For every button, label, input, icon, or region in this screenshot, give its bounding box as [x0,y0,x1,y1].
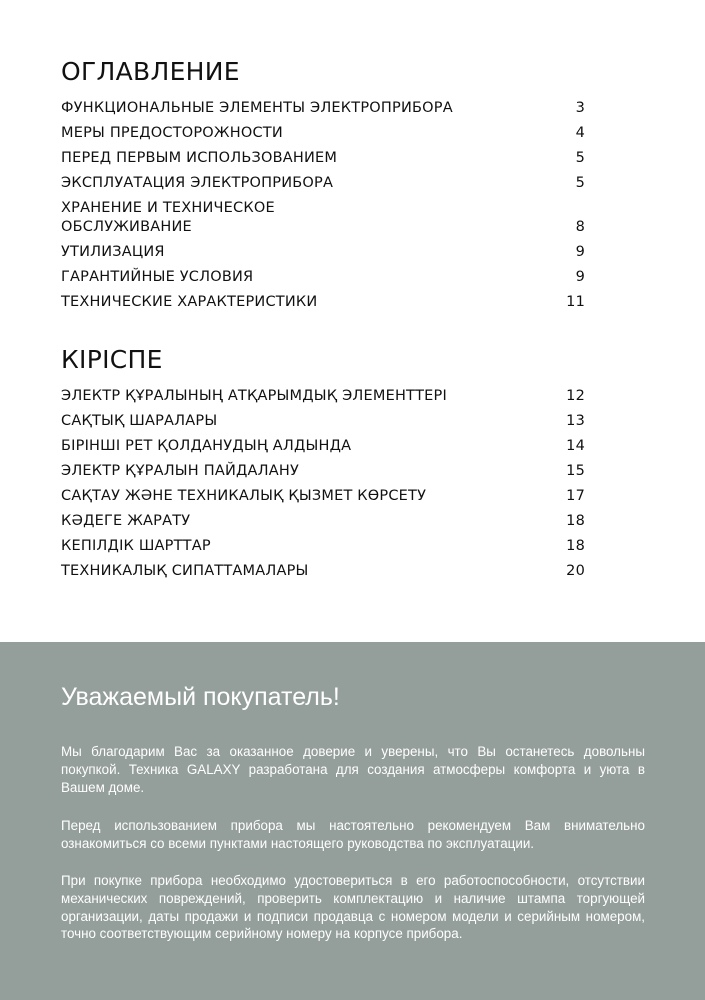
toc-entry-label: КЕПІЛДІК ШАРТТАР [61,538,211,554]
toc-entry-page: 14 [566,438,585,454]
toc-entry-page: 9 [575,244,585,260]
toc-entry-label: ТЕХНИКАЛЫҚ СИПАТТАМАЛАРЫ [61,563,309,579]
toc-entry-page: 18 [566,538,585,554]
greeting-title: Уважаемый покупатель! [61,683,340,711]
toc-entry-label: КӘДЕГЕ ЖАРАТУ [61,513,191,529]
toc-entry-label: ПЕРЕД ПЕРВЫМ ИСПОЛЬЗОВАНИЕМ [61,150,338,166]
toc-entry-page: 12 [566,388,585,404]
toc-entry-label: ЭЛЕКТР ҚҰРАЛЫН ПАЙДАЛАНУ [61,463,299,479]
toc-entry-label: ЭКСПЛУАТАЦИЯ ЭЛЕКТРОПРИБОРА [61,175,334,191]
toc-entry[interactable] [61,124,585,143]
toc-entry[interactable] [61,293,585,312]
toc-entry[interactable] [61,199,585,237]
toc-entry-label: ГАРАНТИЙНЫЕ УСЛОВИЯ [61,269,254,285]
toc-entry-label: ХРАНЕНИЕ И ТЕХНИЧЕСКОЕ ОБСЛУЖИВАНИЕ [61,200,275,235]
toc-entry-label: ФУНКЦИОНАЛЬНЫЕ ЭЛЕМЕНТЫ ЭЛЕКТРОПРИБОРА [61,100,453,116]
toc-entry[interactable] [61,562,585,581]
toc-entry[interactable] [61,243,585,262]
toc-entry[interactable] [61,437,585,456]
toc-entry[interactable] [61,387,585,406]
toc-entry-label: ТЕХНИЧЕСКИЕ ХАРАКТЕРИСТИКИ [61,294,318,310]
toc-entry[interactable] [61,149,585,168]
toc-entry-page: 8 [575,219,585,235]
toc-entry-page: 17 [566,488,585,504]
greeting-paragraph: Мы благодарим Вас за оказанное доверие и уверены, что Вы останетесь довольны покупкой. Техника GALAXY разработана для создания атмосферы комфорта и уюта в Вашем доме. [61,744,645,795]
toc-entry-label: УТИЛИЗАЦИЯ [61,244,165,260]
greeting-paragraph: При покупке прибора необходимо удостовериться в его работоспособности, отсутствии механических повреждений, проверить комплектацию и наличие штампа торгующей организации, даты продажи и подписи продавца с номером модели и серийным номером, точно соответствующим серийному номеру на корпусе прибора. [61,873,645,942]
toc-entry-label: САҚТЫҚ ШАРАЛАРЫ [61,413,218,429]
toc-entry-page: 3 [575,100,585,116]
toc-entry-page: 11 [566,294,585,310]
greeting-paragraph: Перед использованием прибора мы настоятельно рекомендуем Вам внимательно ознакомиться со всеми пунктами настоящего руководства по эксплуатации. [61,818,645,851]
toc-entry-page: 9 [575,269,585,285]
toc-entry-page: 5 [575,150,585,166]
toc-entry[interactable] [61,537,585,556]
toc-entry-label: ЭЛЕКТР ҚҰРАЛЫНЫҢ АТҚАРЫМДЫҚ ЭЛЕМЕНТТЕРІ [61,388,447,404]
toc-entry-label: БІРІНШІ РЕТ ҚОЛДАНУДЫҢ АЛДЫНДА [61,438,352,454]
toc-entry-page: 5 [575,175,585,191]
toc-entry[interactable] [61,412,585,431]
toc-entry[interactable] [61,268,585,287]
toc-entry[interactable] [61,174,585,193]
toc-entry[interactable] [61,462,585,481]
toc-entry[interactable] [61,99,585,118]
toc-entry-label: МЕРЫ ПРЕДОСТОРОЖНОСТИ [61,125,283,141]
toc-entry-label: САҚТАУ ЖӘНЕ ТЕХНИКАЛЫҚ ҚЫЗМЕТ КӨРСЕТУ [61,488,427,504]
toc-title-ru: ОГЛАВЛЕНИЕ [61,57,240,86]
toc-entry-page: 15 [566,463,585,479]
toc-entry-page: 20 [566,563,585,579]
toc-entry[interactable] [61,512,585,531]
toc-entry[interactable] [61,487,585,506]
toc-title-kz: КІРІСПЕ [61,345,163,374]
toc-entry-page: 13 [566,413,585,429]
toc-entry-page: 18 [566,513,585,529]
toc-entry-page: 4 [575,125,585,141]
